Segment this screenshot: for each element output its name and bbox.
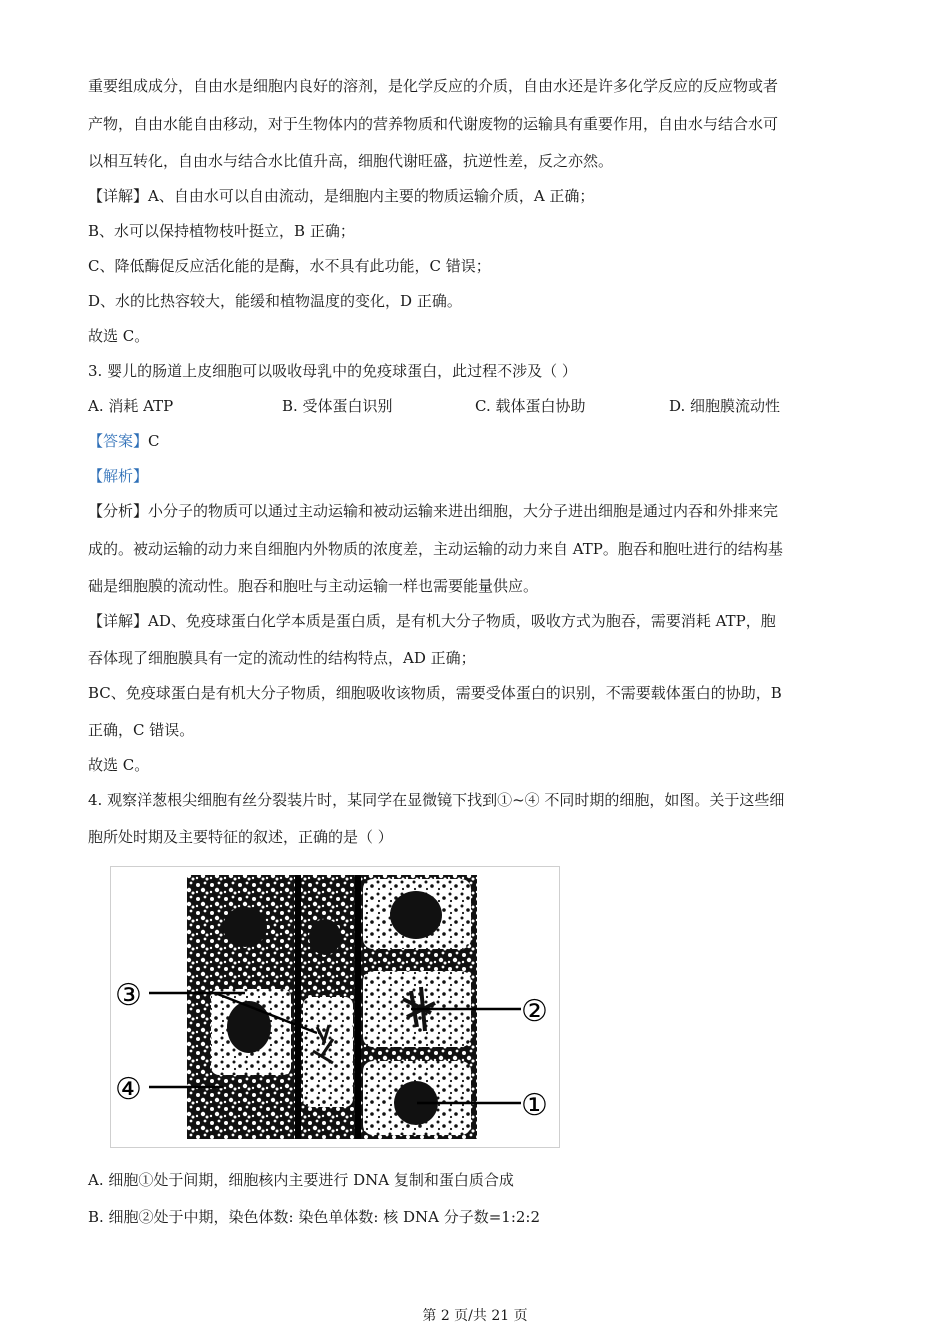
q2-detail-line: B、水可以保持植物枝叶挺立，B 正确； bbox=[88, 222, 355, 240]
page-footer: 第 2 页/共 21 页 bbox=[422, 1308, 528, 1324]
paragraph-line: 以相互转化，自由水与结合水比值升高，细胞代谢旺盛，抗逆性差，反之亦然。 bbox=[88, 152, 614, 170]
q4-stem-line: 胞所处时期及主要特征的叙述，正确的是（ ） bbox=[88, 828, 393, 846]
micrograph-figure bbox=[110, 866, 560, 1148]
q3-analysis-line: 【详解】AD、免疫球蛋白化学本质是蛋白质，是有机大分子物质，吸收方式为胞吞，需要消耗 ATP，胞 bbox=[88, 612, 776, 630]
q3-stem: 3. 婴儿的肠道上皮细胞可以吸收母乳中的免疫球蛋白，此过程不涉及（ ） bbox=[88, 362, 577, 380]
q4-option-b: B. 细胞②处于中期，染色体数: 染色单体数: 核 DNA 分子数=1:2:2 bbox=[88, 1208, 541, 1226]
analysis-tag: 【解析】 bbox=[88, 467, 149, 485]
paragraph-line: 重要组成成分，自由水是细胞内良好的溶剂，是化学反应的介质，自由水还是许多化学反应的反应物或者 bbox=[88, 77, 779, 95]
q2-detail-line: C、降低酶促反应活化能的是酶，水不具有此功能，C 错误； bbox=[88, 257, 491, 275]
q2-detail-line: D、水的比热容较大，能缓和植物温度的变化，D 正确。 bbox=[88, 292, 462, 310]
label-4: ④ bbox=[115, 1072, 142, 1107]
answer-tag: 【答案】 bbox=[88, 432, 149, 450]
q3-analysis-line: BC、免疫球蛋白是有机大分子物质，细胞吸收该物质，需要受体蛋白的识别，不需要载体蛋白的协助，B bbox=[88, 684, 782, 702]
onion-root-tip-micrograph bbox=[111, 867, 559, 1147]
paragraph-line: 产物，自由水能自由移动，对于生物体内的营养物质和代谢废物的运输具有重要作用，自由水与结合水可 bbox=[88, 115, 779, 133]
label-3: ③ bbox=[115, 978, 142, 1013]
q3-analysis-line: 吞体现了细胞膜具有一定的流动性的结构特点，AD 正确； bbox=[88, 649, 476, 667]
q3-analysis-line: 础是细胞膜的流动性。胞吞和胞吐与主动运输一样也需要能量供应。 bbox=[88, 577, 539, 595]
q3-analysis-line: 正确，C 错误。 bbox=[88, 721, 195, 739]
q3-analysis-line: 【分析】小分子的物质可以通过主动运输和被动运输来进出细胞，大分子进出细胞是通过内吞和外排来完 bbox=[88, 502, 779, 520]
label-2: ② bbox=[521, 994, 548, 1029]
q3-option-b: B. 受体蛋白识别 bbox=[282, 397, 393, 415]
q3-analysis-line: 成的。被动运输的动力来自细胞内外物质的浓度差，主动运输的动力来自 ATP。胞吞和胞吐进行的结构基 bbox=[88, 540, 783, 558]
label-1: ① bbox=[521, 1088, 548, 1123]
q3-option-d: D. 细胞膜流动性 bbox=[669, 397, 781, 415]
q4-option-a: A. 细胞①处于间期，细胞核内主要进行 DNA 复制和蛋白质合成 bbox=[88, 1171, 514, 1189]
q3-answer bbox=[88, 431, 160, 451]
q2-detail-line: 【详解】A、自由水可以自由流动，是细胞内主要的物质运输介质，A 正确； bbox=[88, 187, 595, 205]
q4-stem-line: 4. 观察洋葱根尖细胞有丝分裂装片时，某同学在显微镜下找到①~④ 不同时期的细胞，如图。关于这些细 bbox=[88, 791, 785, 809]
q2-conclusion: 故选 C。 bbox=[88, 327, 150, 345]
answer-value: C bbox=[148, 432, 160, 450]
cell-4-nucleus bbox=[227, 1001, 271, 1053]
q3-conclusion: 故选 C。 bbox=[88, 756, 150, 774]
q3-option-a: A. 消耗 ATP bbox=[88, 397, 174, 415]
q3-option-c: C. 载体蛋白协助 bbox=[475, 397, 586, 415]
